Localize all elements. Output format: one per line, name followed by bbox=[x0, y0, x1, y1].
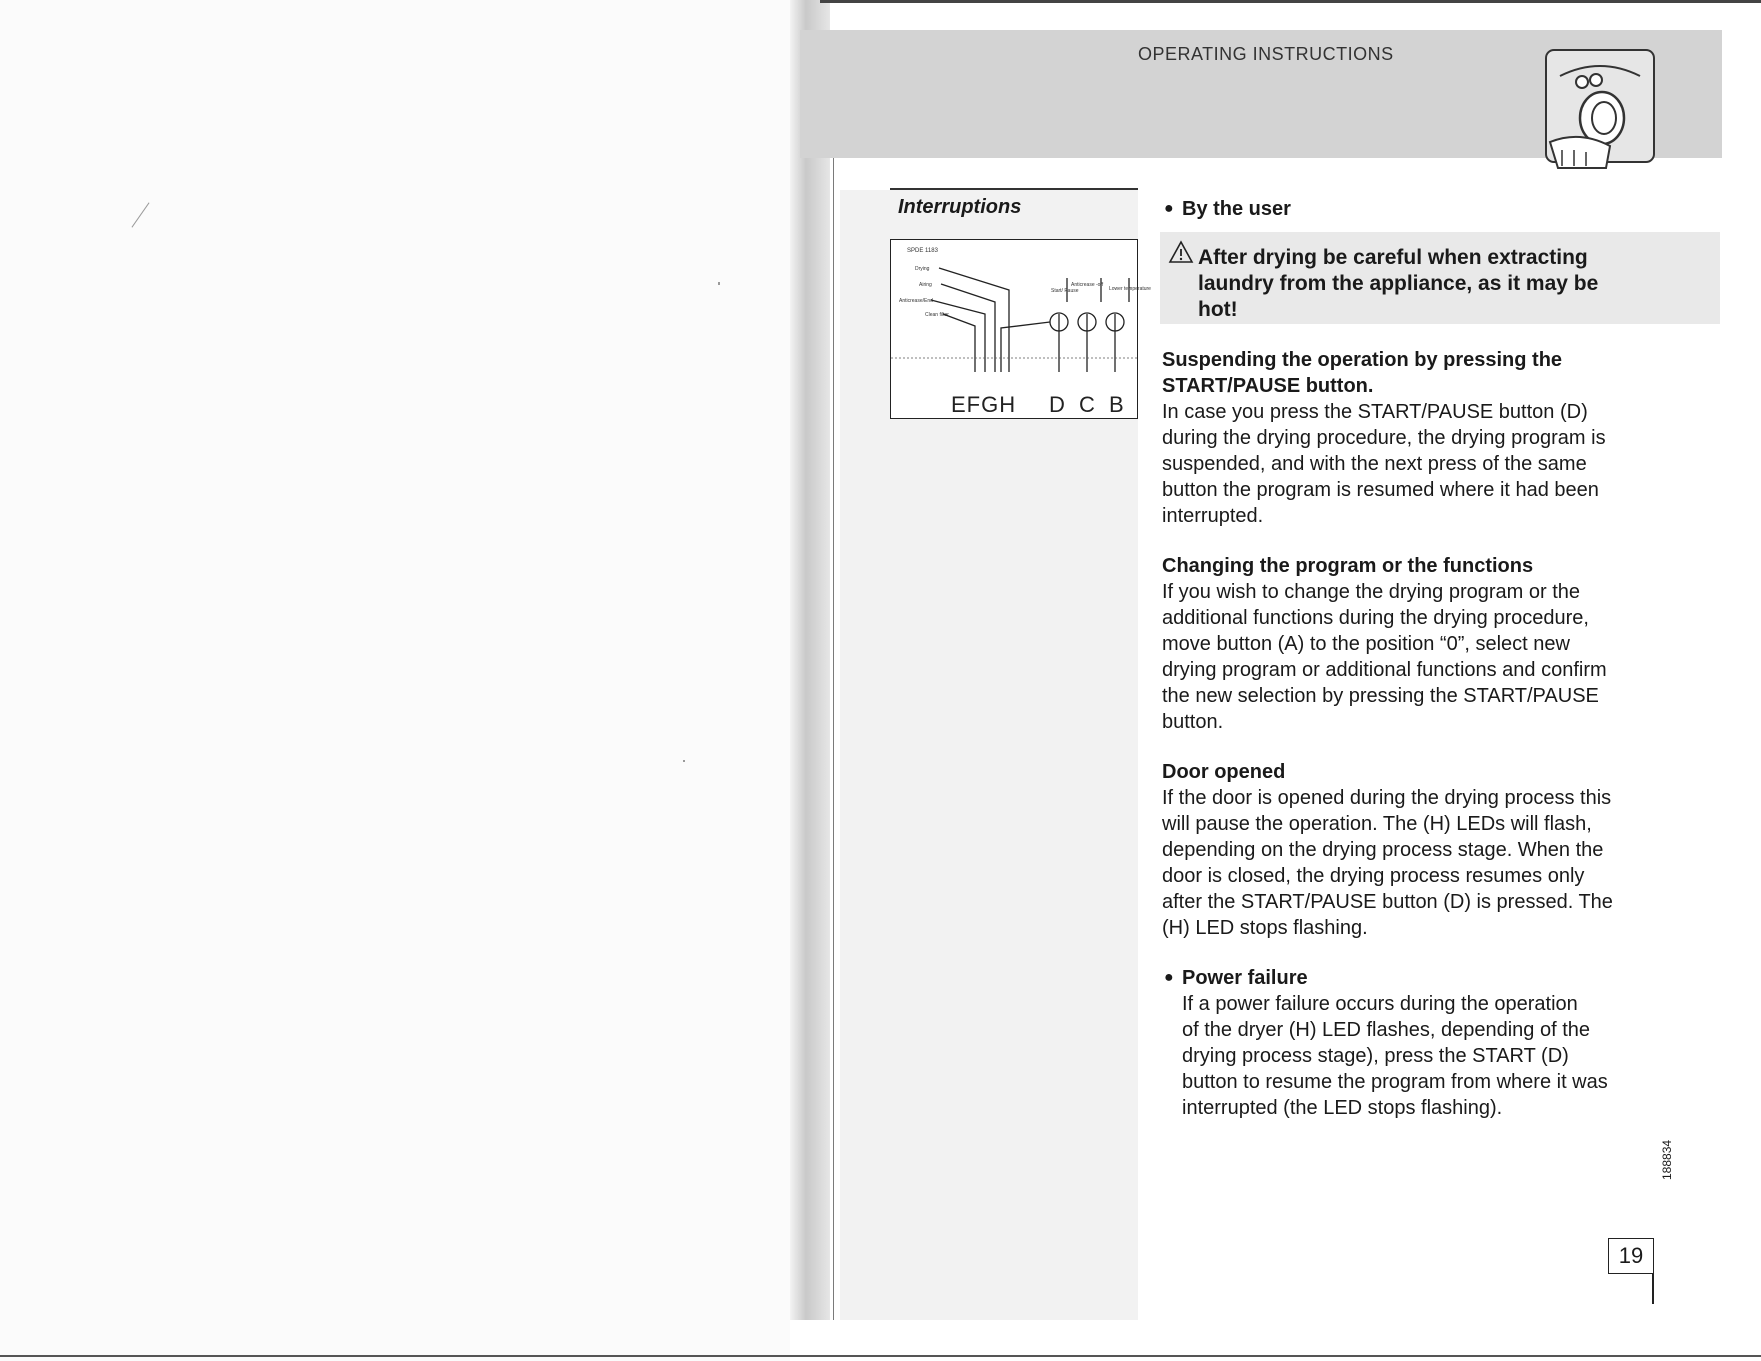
body-line: additional functions during the drying procedure, bbox=[1162, 607, 1589, 629]
body-line: interrupted. bbox=[1162, 505, 1264, 527]
page-speck bbox=[718, 282, 720, 285]
page-number-tick bbox=[1652, 1274, 1654, 1304]
svg-text:Airing: Airing bbox=[919, 282, 932, 288]
body-line: drying program or additional functions and confirm bbox=[1162, 659, 1607, 681]
diagram-model-label: SPDE 1183 bbox=[907, 248, 938, 254]
body-line: button the program is resumed where it had been bbox=[1162, 479, 1599, 501]
body-line: door is closed, the drying process resumes only bbox=[1162, 865, 1585, 887]
changing-heading: Changing the program or the functions bbox=[1162, 555, 1534, 577]
body-line: (H) LED stops flashing. bbox=[1162, 917, 1368, 939]
page-header-title: OPERATING INSTRUCTIONS bbox=[1138, 44, 1394, 64]
page-speck bbox=[131, 202, 149, 227]
body-line: button. bbox=[1162, 711, 1224, 733]
warning-line: laundry from the appliance, as it may be bbox=[1198, 272, 1599, 295]
warning-triangle-icon bbox=[1168, 240, 1194, 264]
body-line: the new selection by pressing the START/PAUSE bbox=[1162, 685, 1599, 707]
bullet-dot: ● bbox=[1164, 969, 1174, 986]
body-line: drying process stage), press the START (D) bbox=[1182, 1045, 1569, 1067]
door-heading: Door opened bbox=[1162, 761, 1286, 783]
svg-text:Drying: Drying bbox=[915, 266, 930, 272]
body-line: depending on the drying process stage. When the bbox=[1162, 839, 1604, 861]
body-line: move button (A) to the position “0”, select new bbox=[1162, 633, 1570, 655]
bullet-dot: ● bbox=[1164, 200, 1174, 217]
body-line: during the drying procedure, the drying program is bbox=[1162, 427, 1606, 449]
suspending-heading: START/PAUSE button. bbox=[1162, 375, 1374, 397]
body-line: will pause the operation. The (H) LEDs will flash, bbox=[1162, 813, 1592, 835]
body-line: If a power failure occurs during the operation bbox=[1182, 993, 1578, 1015]
diagram-letter-c: C bbox=[1079, 392, 1095, 417]
suspending-heading: Suspending the operation by pressing the bbox=[1162, 349, 1563, 371]
washing-machine-mascot-icon bbox=[1540, 46, 1660, 170]
body-line: after the START/PAUSE button (D) is pressed. The bbox=[1162, 891, 1613, 913]
diagram-letters-efgh: EFGH bbox=[951, 392, 1017, 417]
left-blank-page bbox=[0, 0, 790, 1361]
page-number: 19 bbox=[1608, 1238, 1654, 1274]
document-code: 188834 bbox=[1660, 1139, 1674, 1180]
svg-text:Anticrease -off: Anticrease -off bbox=[1071, 282, 1104, 288]
body-line: If the door is opened during the drying process this bbox=[1162, 787, 1612, 809]
body-line: button to resume the program from where it was bbox=[1182, 1071, 1608, 1093]
gutter-line bbox=[833, 150, 834, 1320]
diagram-letter-d: D bbox=[1049, 392, 1065, 417]
warning-line: After drying be careful when extracting bbox=[1198, 246, 1588, 269]
section-title: Interruptions bbox=[898, 196, 1022, 218]
bottom-rule bbox=[0, 1355, 1761, 1357]
section-rule bbox=[890, 188, 1138, 190]
warning-line: hot! bbox=[1198, 298, 1238, 321]
top-rule bbox=[820, 0, 1761, 3]
diagram-letter-b: B bbox=[1109, 392, 1124, 417]
body-line: In case you press the START/PAUSE button (D) bbox=[1162, 401, 1588, 423]
svg-text:Clean filter: Clean filter bbox=[925, 312, 949, 318]
control-panel-diagram bbox=[890, 239, 1151, 419]
body-line: of the dryer (H) LED flashes, depending of the bbox=[1182, 1019, 1591, 1041]
svg-text:Start/ Pause: Start/ Pause bbox=[1051, 288, 1079, 294]
by-user-heading: By the user bbox=[1182, 198, 1291, 220]
body-line: interrupted (the LED stops flashing). bbox=[1182, 1097, 1503, 1119]
body-line: If you wish to change the drying program or the bbox=[1162, 581, 1581, 603]
page-speck bbox=[683, 760, 685, 762]
svg-text:Lower temperature: Lower temperature bbox=[1109, 286, 1151, 292]
page-gutter bbox=[790, 0, 830, 1320]
power-heading: Power failure bbox=[1182, 967, 1308, 989]
svg-text:Anticrease/End: Anticrease/End bbox=[899, 298, 933, 304]
body-line: suspended, and with the next press of the same bbox=[1162, 453, 1587, 475]
